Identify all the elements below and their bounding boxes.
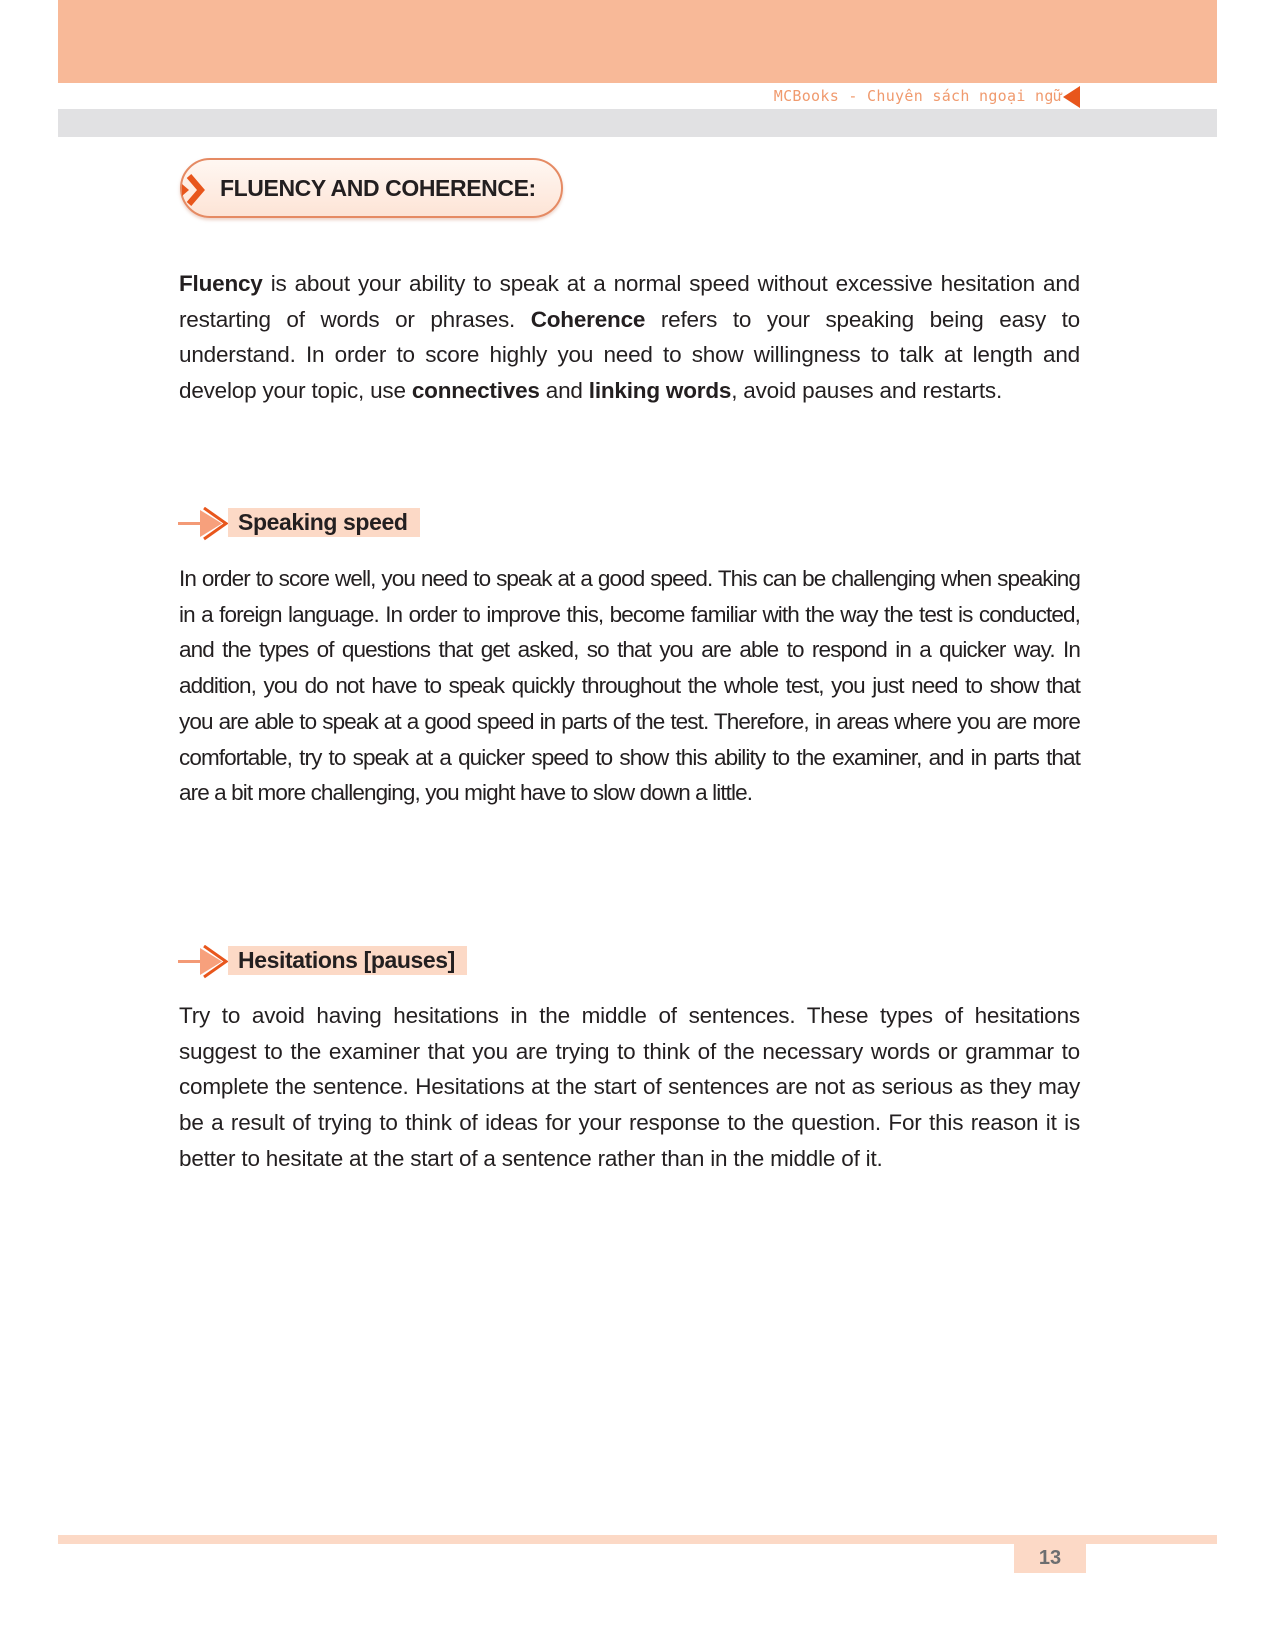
page-number: 13 <box>1014 1544 1086 1573</box>
hesitations-paragraph: Try to avoid having hesitations in the middle of sentences. These types of hesitations suggest to the examiner that you are trying to think of the necessary words or grammar to complete the sentence. Hesitations at the start of sentences are not as serious as they may be a result of trying to think of ideas for your response to the question. For this reason it is better to hesitate at the start of a sentence rather than in the middle of it. <box>179 1003 1080 1171</box>
subheading-label: Hesitations [pauses] <box>238 947 455 973</box>
subheading-label: Speaking speed <box>238 509 408 535</box>
section-title-badge <box>180 158 563 218</box>
speaking-speed-paragraph: In order to score well, you need to speak at a good speed. This can be challenging when speaking in a foreign language. In order to improve this, become familiar with the way the test is conducted, and the types of questions that get asked, so that you are able to respond in a quicker way. In addition, you do not have to speak quickly throughout the whole test, you just need to show that you are able to speak at a good speed in parts of the test. Therefore, in areas where you are more comfortable, try to speak at a quicker speed to show this ability to the examiner, and in parts that are a bit more challenging, you might have to slow down a little. <box>179 566 1080 806</box>
header-gray-band <box>58 109 1217 137</box>
term-connectives: connectives <box>411 378 540 404</box>
section-title: FLUENCY AND COHERENCE: <box>220 175 536 201</box>
brand-tagline: MCBooks - Chuyên sách ngoại ngữ <box>773 87 1063 105</box>
footer-bar <box>58 1535 1217 1544</box>
term-fluency: Fluency <box>179 271 263 296</box>
term-coherence: Coherence <box>530 306 646 332</box>
arrow-right-icon <box>178 507 230 541</box>
triangle-left-icon <box>1063 86 1080 108</box>
term-linking-words: linking words <box>588 378 732 404</box>
arrow-right-icon <box>178 945 230 979</box>
chevron-right-icon <box>180 173 210 207</box>
intro-paragraph: Fluency is about your ability to speak at a normal speed without excessive hesitation and restarting of words or phrases. Coherence refers to your speaking being easy to understand. In order to score highly you need to show willingness to talk at length and develop your topic, use connectives and linking words, avoid pauses and restarts. <box>179 271 1081 404</box>
header-band <box>58 0 1217 83</box>
